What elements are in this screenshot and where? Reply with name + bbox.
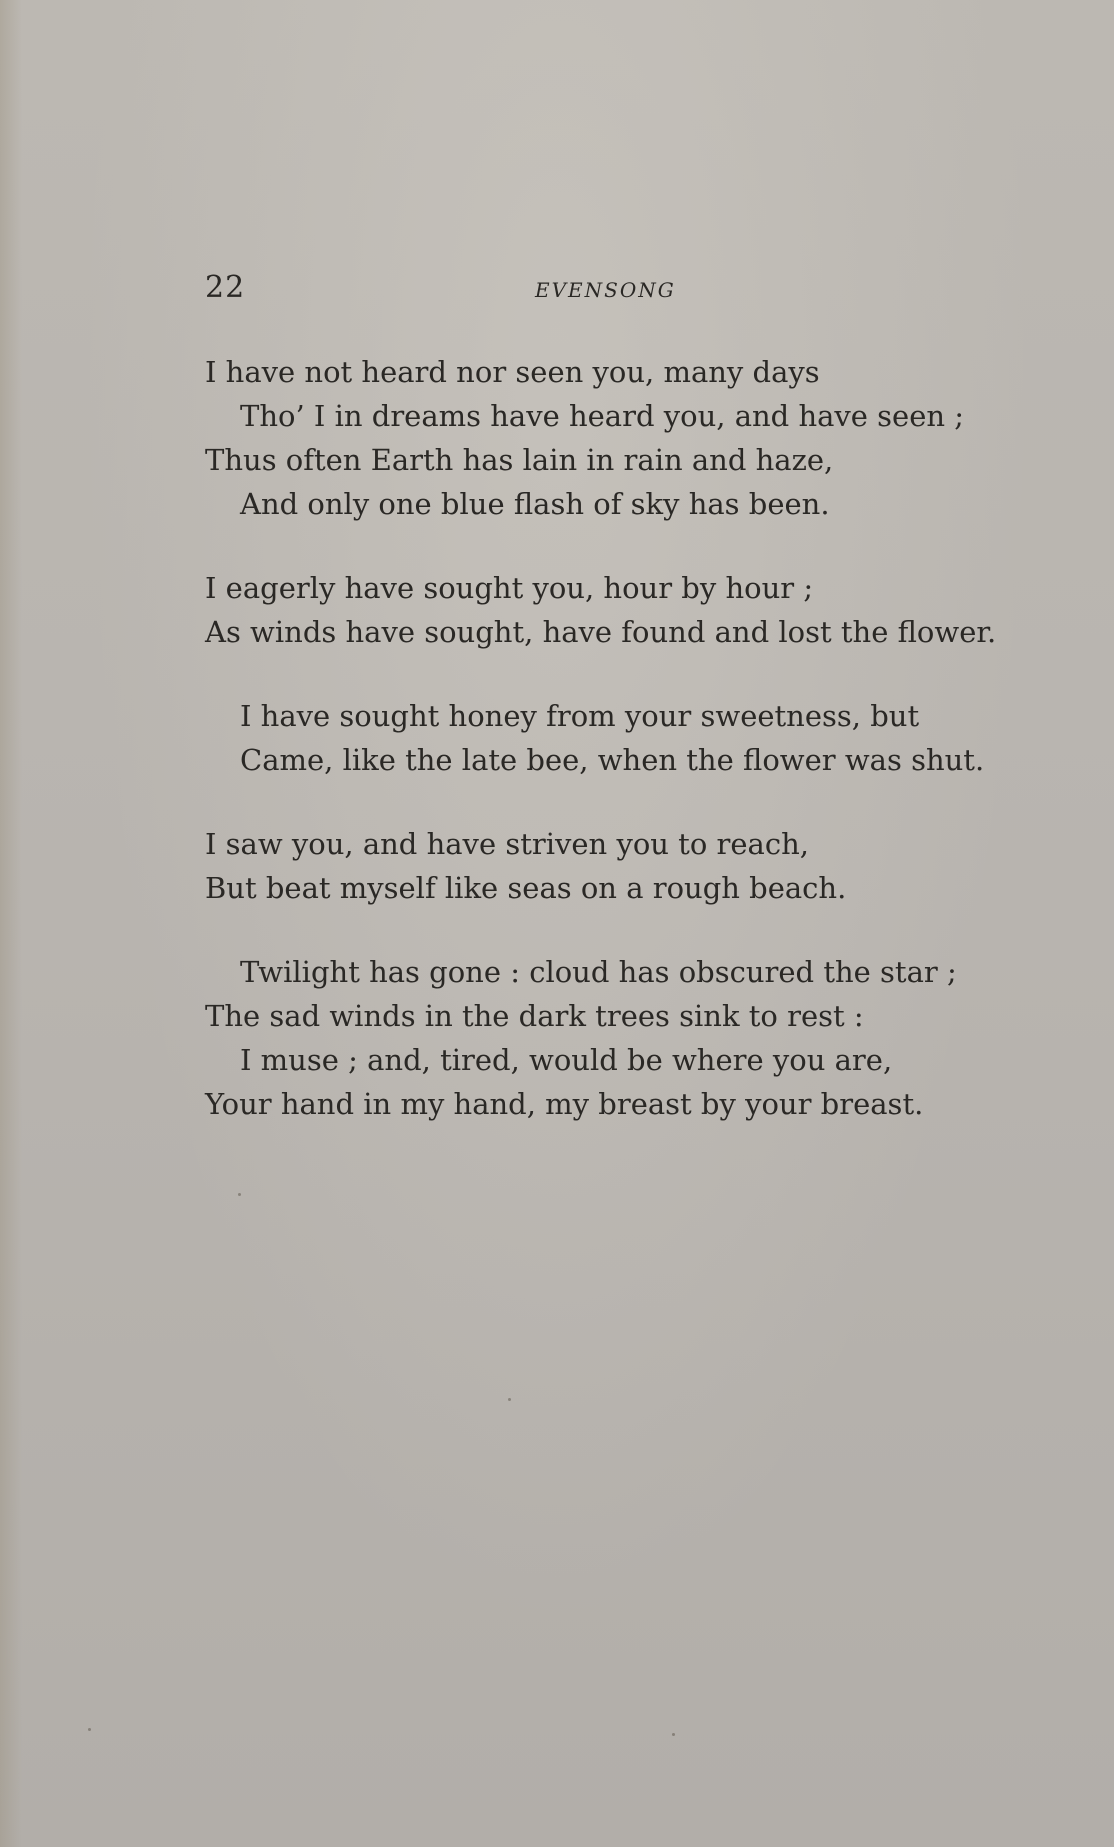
running-head [205, 270, 905, 310]
poem-line: I have not heard nor seen you, many days [205, 355, 820, 389]
stanza-4 [205, 822, 1005, 910]
page-edge-shadow [0, 0, 22, 1847]
poem-line: As winds have sought, have found and lost the flower. [205, 615, 997, 649]
poem-line: Twilight has gone : cloud has obscured the star ; [240, 955, 957, 989]
poem-line: I muse ; and, tired, would be where you are, [240, 1043, 893, 1077]
poem-line: Your hand in my hand, my breast by your breast. [205, 1087, 924, 1121]
poem-line: I have sought honey from your sweetness, but [240, 699, 920, 733]
poem-line: Thus often Earth has lain in rain and haze, [205, 443, 834, 477]
poem-line: The sad winds in the dark trees sink to rest : [205, 999, 864, 1033]
stanza-1 [205, 350, 1005, 526]
poem-line: Tho’ I in dreams have heard you, and have seen ; [240, 399, 965, 433]
paper-speck [88, 1728, 91, 1731]
poem-line: But beat myself like seas on a rough beach. [205, 871, 847, 905]
poem-line: I eagerly have sought you, hour by hour ; [205, 571, 814, 605]
stanza-3 [205, 694, 1005, 782]
poem-line: And only one blue flash of sky has been. [240, 487, 830, 521]
poem-line: I saw you, and have striven you to reach, [205, 827, 809, 861]
poem [205, 350, 1005, 1166]
stanza-2 [205, 566, 1005, 654]
stanza-5 [205, 950, 1005, 1126]
poem-line: Came, like the late bee, when the flower was shut. [240, 743, 985, 777]
paper-speck [508, 1398, 511, 1401]
page-number: 22 [205, 270, 246, 305]
paper-speck [672, 1733, 675, 1736]
running-title: EVENSONG [535, 278, 676, 302]
paper-speck [238, 1193, 241, 1196]
